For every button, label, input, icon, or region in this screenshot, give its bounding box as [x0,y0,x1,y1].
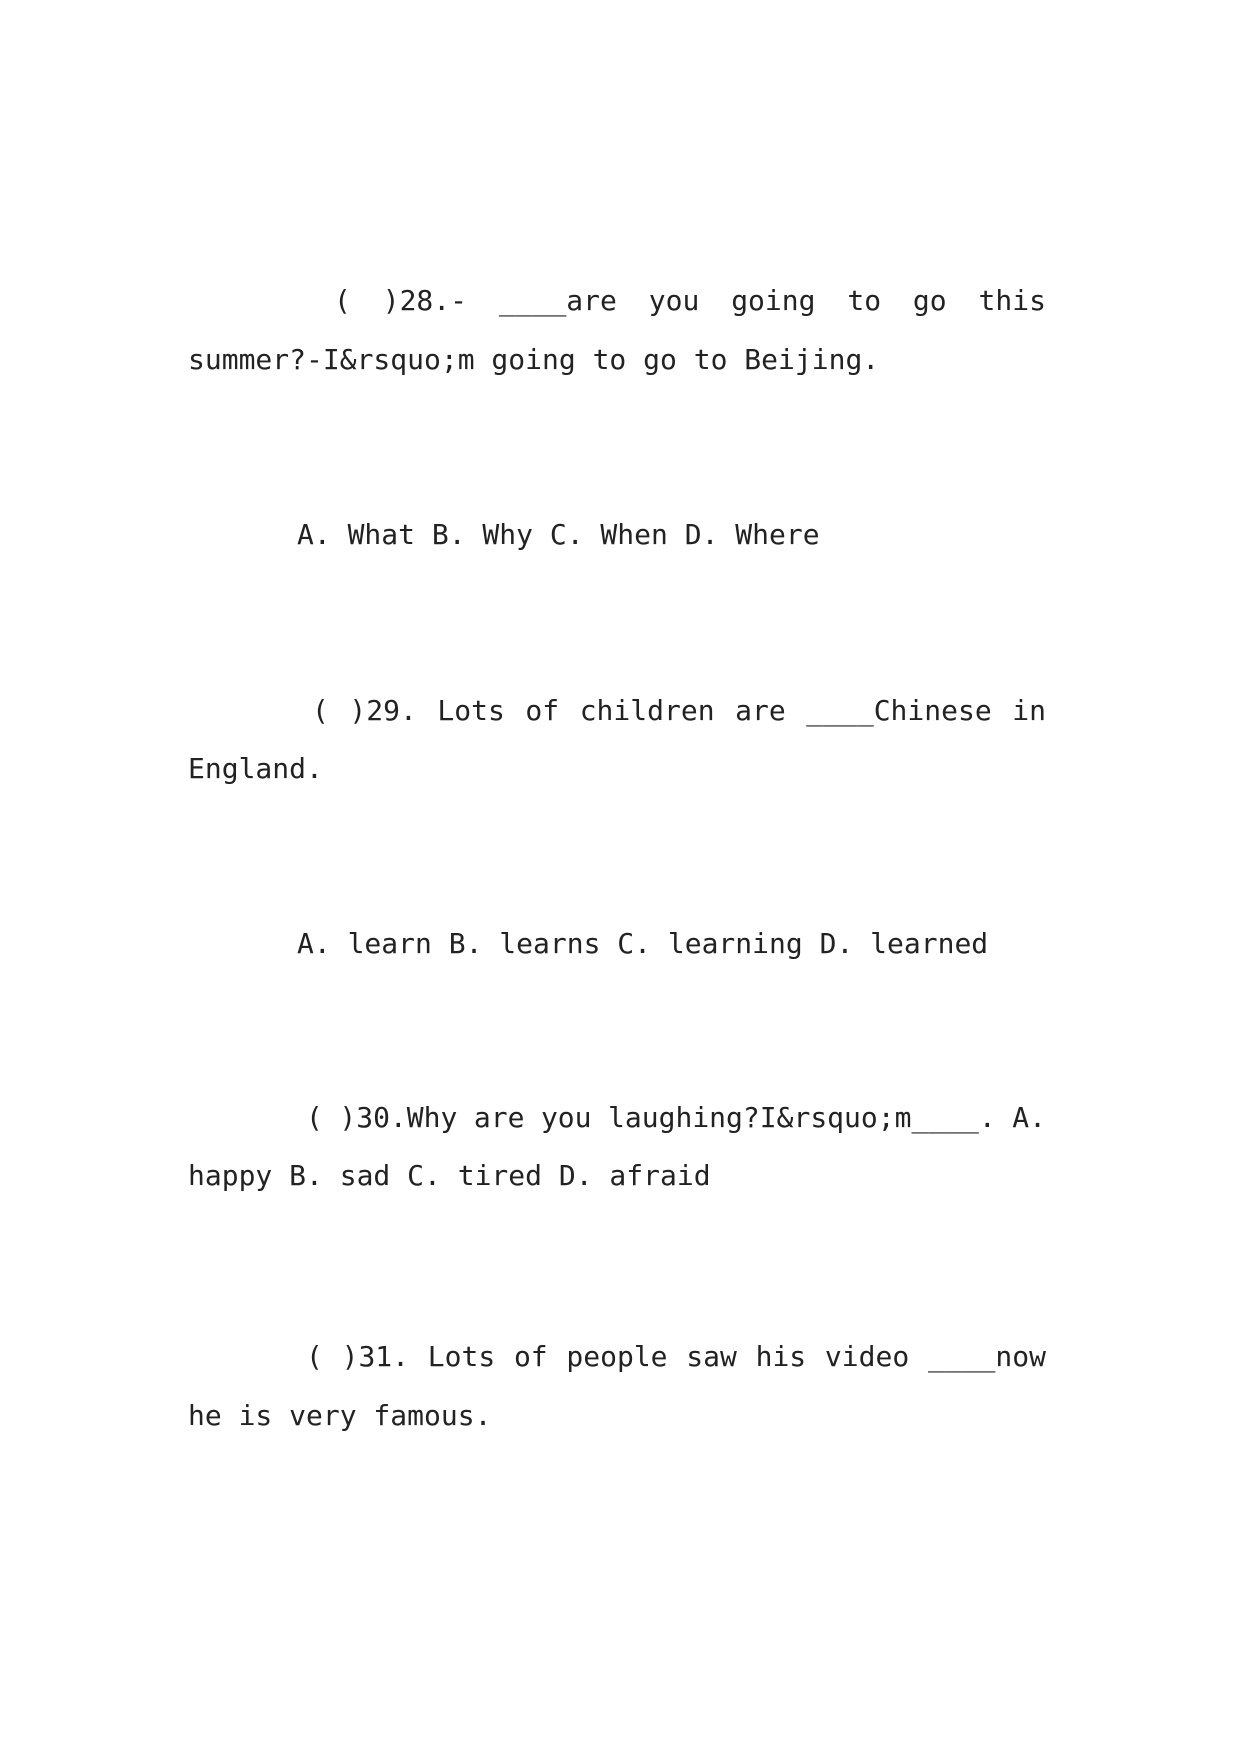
word: laughing?I&rsquo;m____. [608,1101,996,1134]
word: ____now [927,1340,1046,1373]
word: are [473,1101,525,1134]
question-29-line-1 [312,694,1046,727]
question-29-options: A. learn B. learns C. learning D. learned [297,927,989,960]
word: )31. [341,1340,410,1373]
question-31-line-1 [306,1340,1046,1373]
word: of [513,1340,548,1373]
word: Lots [437,694,505,727]
word: of [525,694,560,727]
word: ____Chinese [806,694,992,727]
word: are [735,694,786,727]
question-31-line-2: he is very famous. [188,1399,492,1432]
question-28-line-2: summer?-I&rsquo;m going to go to Beijing. [188,343,880,376]
word: children [579,694,715,727]
word: to [847,284,882,317]
word: ( [306,1340,323,1373]
question-28-options: A. What B. Why C. When D. Where [297,518,820,551]
word: saw [686,1340,737,1373]
question-30-line-1 [306,1101,1046,1134]
word: ____are [498,284,617,317]
word: his [755,1340,807,1373]
word: ( [306,1101,323,1134]
word: ( [312,694,329,727]
word: )29. [349,694,417,727]
word: you [648,284,700,317]
word: )30.Why [339,1101,458,1134]
word: Lots [427,1340,496,1373]
word: you [540,1101,592,1134]
word: this [978,284,1046,317]
word: A. [1012,1101,1046,1134]
word: ( [334,284,351,317]
question-29-line-2: England. [188,752,323,785]
word: video [824,1340,910,1373]
word: going [731,284,816,317]
word: )28.- [382,284,468,317]
question-30-line-2: happy B. sad C. tired D. afraid [188,1159,711,1192]
word: people [566,1340,668,1373]
word: go [912,284,947,317]
word: in [1012,694,1046,727]
question-28-line-1 [334,284,1046,317]
